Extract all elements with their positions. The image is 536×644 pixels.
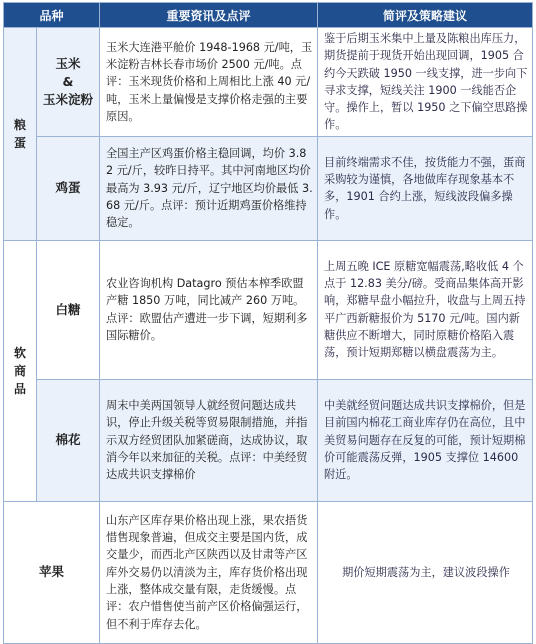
news-cell: 山东产区库存果价格出现上涨，果农捂货惜售现象普遍，但成交主要是国内货，成交量少，而西北产区陕西以及甘肃等产区库外交易仍以清淡为主，库存货价格出现上涨，整体成交量有限，走货缓慢。点评：农户惜售使当前产区价格偏强运行，但不利于库存去化。 bbox=[100, 501, 318, 643]
header-product: 品种 bbox=[4, 3, 100, 28]
news-cell: 玉米大连港平舱价 1948-1968 元/吨，玉米淀粉吉林长春市场价 2500 元/吨。点评：玉米现货价格和上周相比上涨 40 元/吨，玉米上量偏慢是支撑价格走强的主要原因。 bbox=[100, 28, 318, 137]
header-row bbox=[4, 3, 533, 28]
product-label: 苹果 bbox=[39, 564, 65, 580]
category-char: 软 bbox=[13, 345, 26, 360]
news-cell: 农业咨询机构 Datagro 预估本榨季欧盟产糖 1850 万吨，同比减产 260 万吨。点评：欧盟估产遭进一步下调，短期利多国际糖价。 bbox=[100, 240, 318, 379]
news-cell: 全国主产区鸡蛋价格主稳回调，均价 3.82 元/斤，较昨日持平。其中河南地区均价最高为 3.93 元/斤，辽宁地区均价最低 3.68 元/斤。点评：预计近期鸡蛋价格维持稳定。 bbox=[100, 136, 318, 240]
table-row-egg bbox=[4, 136, 533, 240]
category-char: 品 bbox=[13, 381, 26, 396]
advice-cell: 目前终端需求不佳，按货能力不强，蛋商采购较为谨慎，各地做库存现象基本不多，1901 合约上涨，短线波段偏多操作。 bbox=[318, 136, 533, 240]
product-label: 玉米淀粉 bbox=[43, 91, 94, 107]
category-char: 粮 bbox=[13, 117, 26, 132]
product-apple bbox=[4, 501, 100, 643]
product-label: 白糖 bbox=[55, 301, 81, 317]
advice-cell: 鉴于后期玉米集中上量及陈粮出库压力，期货提前于现货开始出现回调，1905 合约今天跌破 1950 一线支撑，进一步向下寻求支撑，短线关注 1900 一线能否企守。操作上，暂以 1950 之下偏空思路操作。 bbox=[318, 28, 533, 137]
table-row-cotton bbox=[4, 379, 533, 501]
news-cell: 周末中美两国领导人就经贸问题达成共识，停止升级关税等贸易限制措施，并指示双方经贸团队加紧磋商，达成协议，取消今年以来加征的关税。点评：中美经贸达成共识支撑棉价 bbox=[100, 379, 318, 501]
category-soft-commodities bbox=[4, 240, 37, 501]
product-label: 棉花 bbox=[55, 432, 81, 448]
category-char: 商 bbox=[13, 363, 26, 378]
advice-cell: 上周五晚 ICE 原糖宽幅震荡,略收低 4 个点于 12.83 美分/磅。受商品集体高开影响，郑糖早盘小幅拉升，收盘与上周五持平广西新糖报价为 5170 元/吨。国内新糖供应不断增大，同时原糖价格陷入震荡，预计短期郑糖以横盘震荡为主。 bbox=[318, 240, 533, 379]
category-grain-egg bbox=[4, 28, 37, 241]
product-corn bbox=[37, 28, 100, 137]
category-char: 蛋 bbox=[13, 135, 26, 150]
advice-cell: 期价短期震荡为主，建议波段操作 bbox=[318, 501, 533, 643]
header-advice: 简评及策略建议 bbox=[318, 3, 533, 28]
product-sugar bbox=[37, 240, 100, 379]
product-label: & bbox=[62, 73, 74, 89]
header-news: 重要资讯及点评 bbox=[100, 3, 318, 28]
table-row-sugar bbox=[4, 240, 533, 379]
advice-cell: 中美就经贸问题达成共识支撑棉价，但是目前国内棉花工商业库存仍在高位，且中美贸易问题存在反复的可能，预计短期棉价可能震荡反弹，1905 支撑位 14600 附近。 bbox=[318, 379, 533, 501]
table-row-apple bbox=[4, 501, 533, 643]
product-label: 鸡蛋 bbox=[55, 180, 81, 196]
product-egg bbox=[37, 136, 100, 240]
product-cotton bbox=[37, 379, 100, 501]
product-label: 玉米 bbox=[55, 55, 81, 71]
commodity-report-table bbox=[3, 2, 533, 644]
report-table-container bbox=[3, 2, 532, 644]
table-row-corn bbox=[4, 28, 533, 137]
